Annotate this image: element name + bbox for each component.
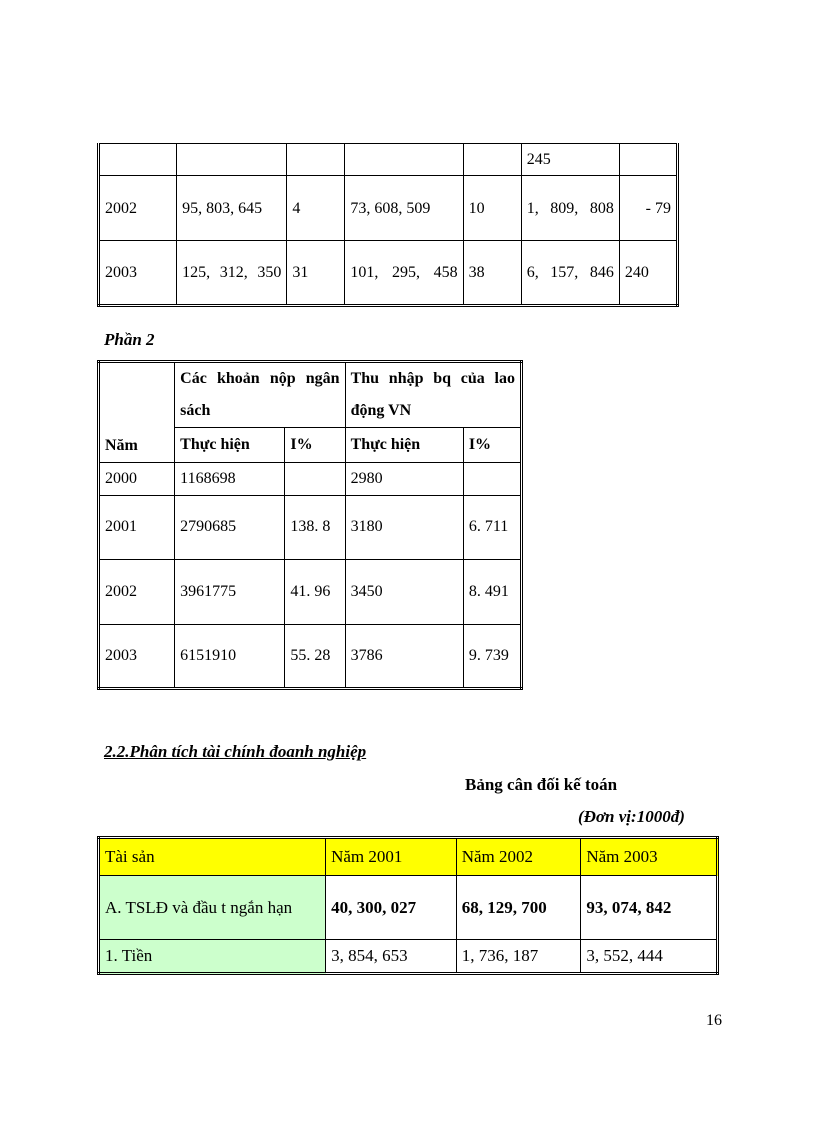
row-label: A. TSLĐ và đầu t ngắn hạn bbox=[99, 876, 326, 940]
budget-income-table bbox=[97, 360, 523, 690]
table-cell: 2003 bbox=[99, 624, 175, 688]
table-cell: 2002 bbox=[99, 176, 177, 241]
table-cell bbox=[619, 144, 677, 176]
table-cell: 9. 739 bbox=[463, 624, 521, 688]
row-label: 1. Tiền bbox=[99, 940, 326, 974]
table-cell: 38 bbox=[463, 241, 521, 306]
table-cell: 6151910 bbox=[175, 624, 285, 688]
table-cell: 93, 074, 842 bbox=[581, 876, 718, 940]
section-heading: 2.2.Phân tích tài chính đoanh nghiệp bbox=[104, 742, 367, 761]
table-cell: 73, 608, 509 bbox=[345, 176, 463, 241]
table-cell bbox=[463, 144, 521, 176]
balance-sheet-table bbox=[97, 836, 719, 975]
header-assets: Tài sản bbox=[99, 838, 326, 876]
table-row bbox=[99, 241, 678, 306]
table-cell: 95, 803, 645 bbox=[177, 176, 287, 241]
table-row bbox=[99, 560, 522, 624]
subheader-index: I% bbox=[463, 428, 521, 462]
page-number: 16 bbox=[706, 1012, 722, 1029]
table-cell: 1168698 bbox=[175, 462, 285, 495]
table-cell: 1, 736, 187 bbox=[456, 940, 581, 974]
unit-label: (Đơn vị:1000đ) bbox=[578, 807, 685, 826]
table-cell: 4 bbox=[287, 176, 345, 241]
table-cell: 41. 96 bbox=[285, 560, 345, 624]
table-cell: 8. 491 bbox=[463, 560, 521, 624]
header-year: Năm 2002 bbox=[456, 838, 581, 876]
table-cell: 2790685 bbox=[175, 495, 285, 559]
table-cell bbox=[285, 462, 345, 495]
part-heading: Phần 2 bbox=[104, 330, 155, 349]
table-cell bbox=[287, 144, 345, 176]
table-title: Bảng cân đối kế toán bbox=[465, 775, 618, 794]
table-cell: 68, 129, 700 bbox=[456, 876, 581, 940]
table-row bbox=[99, 876, 718, 940]
table-cell: 55. 28 bbox=[285, 624, 345, 688]
table-row bbox=[99, 495, 522, 559]
table-cell: 6, 157, 846 bbox=[521, 241, 619, 306]
table-cell: 10 bbox=[463, 176, 521, 241]
table-cell: 2980 bbox=[345, 462, 463, 495]
table-cell: 3450 bbox=[345, 560, 463, 624]
table-row bbox=[99, 462, 522, 495]
header-year: Năm 2003 bbox=[581, 838, 718, 876]
table-cell: 245 bbox=[521, 144, 619, 176]
subheader-actual: Thực hiện bbox=[175, 428, 285, 462]
table-cell: 3, 552, 444 bbox=[581, 940, 718, 974]
table-row bbox=[99, 624, 522, 688]
table-row bbox=[99, 838, 718, 876]
table-cell bbox=[463, 462, 521, 495]
table-cell: - 79 bbox=[619, 176, 677, 241]
revenue-table-continued bbox=[97, 143, 679, 307]
table-cell: 1, 809, 808 bbox=[521, 176, 619, 241]
table-cell: 101, 295, 458 bbox=[345, 241, 463, 306]
table-row bbox=[99, 940, 718, 974]
table-cell: 125, 312, 350 bbox=[177, 241, 287, 306]
table-cell: 3180 bbox=[345, 495, 463, 559]
table-cell: 3961775 bbox=[175, 560, 285, 624]
table-cell bbox=[177, 144, 287, 176]
year-header: Năm bbox=[99, 362, 175, 463]
subheader-actual: Thực hiện bbox=[345, 428, 463, 462]
table-row bbox=[99, 362, 522, 428]
table-cell: 2002 bbox=[99, 560, 175, 624]
table-cell: 3786 bbox=[345, 624, 463, 688]
table-cell: 138. 8 bbox=[285, 495, 345, 559]
table-cell: 240 bbox=[619, 241, 677, 306]
table-cell: 2003 bbox=[99, 241, 177, 306]
table-cell: 3, 854, 653 bbox=[326, 940, 457, 974]
table-cell bbox=[345, 144, 463, 176]
header-budget: Các khoản nộp ngân sách bbox=[175, 362, 345, 428]
table-cell: 31 bbox=[287, 241, 345, 306]
table-row bbox=[99, 176, 678, 241]
table-cell bbox=[99, 144, 177, 176]
table-cell: 40, 300, 027 bbox=[326, 876, 457, 940]
header-year: Năm 2001 bbox=[326, 838, 457, 876]
subheader-index: I% bbox=[285, 428, 345, 462]
header-income: Thu nhập bq của lao động VN bbox=[345, 362, 521, 428]
table-cell: 2000 bbox=[99, 462, 175, 495]
table-cell: 2001 bbox=[99, 495, 175, 559]
table-row bbox=[99, 144, 678, 176]
table-cell: 6. 711 bbox=[463, 495, 521, 559]
